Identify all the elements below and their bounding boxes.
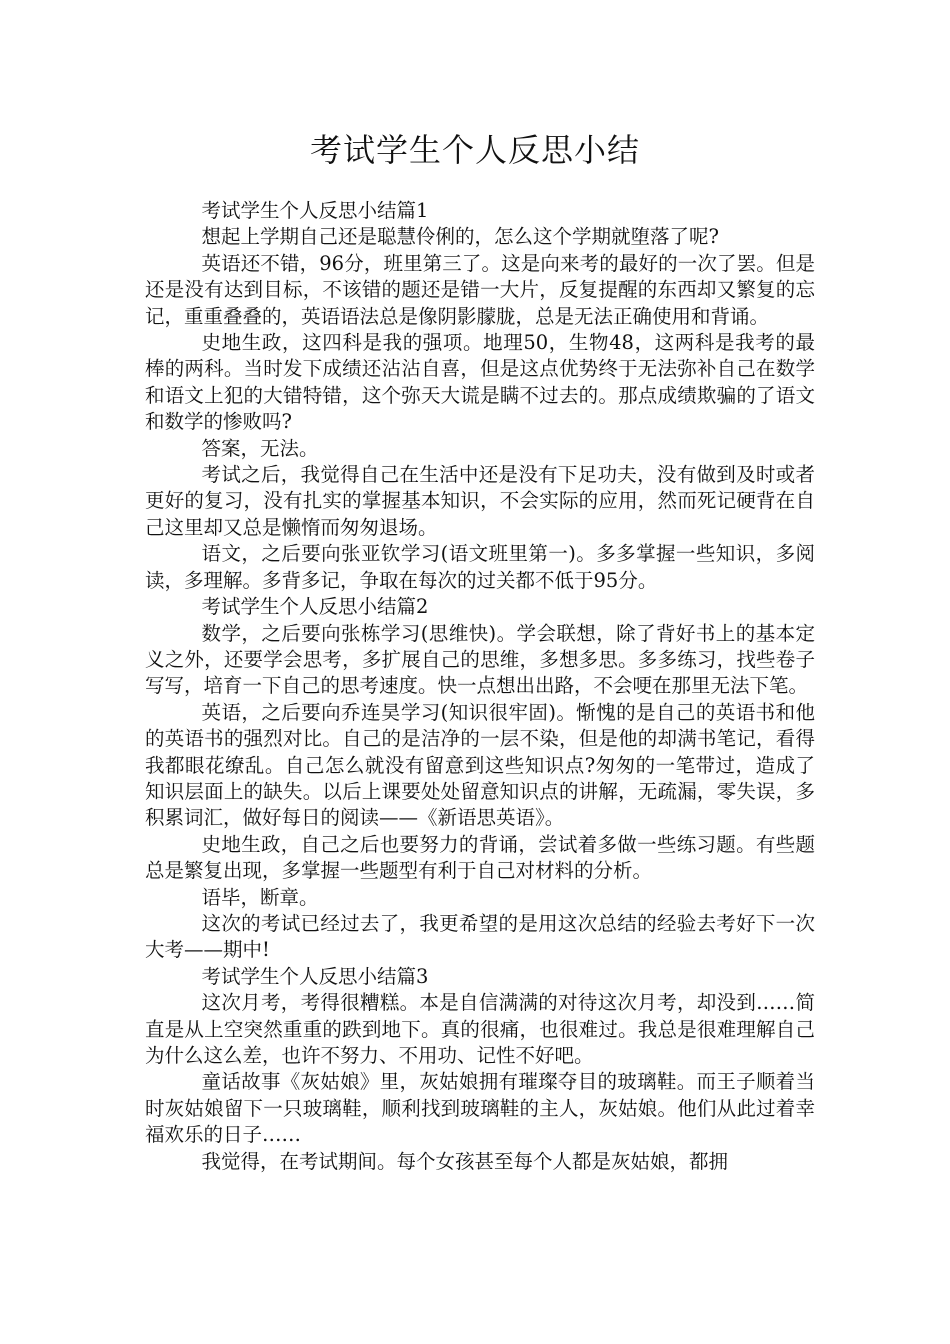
document-title: 考试学生个人反思小结 — [309, 131, 640, 169]
section-heading-2: 考试学生个人反思小结篇2 — [201, 595, 429, 619]
paragraph: 这次月考，考得很糟糕。本是自信满满的对待这次月考，却没到……简直是从上空突然重重的跌到地下。真的很痛，也很难过。我总是很难理解自己为什么这么差，也许不努力、不用功、记性不好吧。 — [145, 991, 815, 1067]
document-body — [145, 198, 815, 1175]
paragraph: 英语还不错，96分，班里第三了。这是向来考的最好的一次了罢。但是还是没有达到目标，不该错的题还是错一大片，反复提醒的东西却又繁复的忘记，重重叠叠的，英语语法总是像阴影朦胧，总是无法正确使用和背诵。 — [145, 251, 815, 328]
paragraph: 答案，无法。 — [201, 436, 319, 460]
paragraph: 想起上学期自己还是聪慧伶俐的，怎么这个学期就堕落了呢? — [201, 225, 720, 249]
paragraph: 数学，之后要向张栋学习(思维快)。学会联想，除了背好书上的基本定义之外，还要学会思考，多扩展自己的思维，多想多思。多多练习，找些卷子写写，培育一下自己的思考速度。快一点想出出路，不会哽在那里无法下笔。 — [145, 621, 815, 698]
paragraph: 考试之后，我觉得自己在生活中还是没有下足功夫，没有做到及时或者更好的复习，没有扎实的掌握基本知识，不会实际的应用，然而死记硬背在自己这里却又总是懒惰而匆匆退场。 — [145, 463, 815, 539]
paragraph: 史地生政，自己之后也要努力的背诵，尝试着多做一些练习题。有些题总是繁复出现，多掌握一些题型有利于自己对材料的分析。 — [145, 832, 815, 883]
paragraph: 语文，之后要向张亚钦学习(语文班里第一)。多多掌握一些知识，多阅读，多理解。多背多记，争取在每次的过关都不低于95分。 — [145, 542, 815, 592]
section-heading-3: 考试学生个人反思小结篇3 — [201, 964, 429, 988]
paragraph: 英语，之后要向乔连昊学习(知识很牢固)。惭愧的是自己的英语书和他的英语书的强烈对比。自己的是洁净的一层不染，但是他的却满书笔记，看得我都眼花缭乱。自己怎么就没有留意到这些知识点?匆匆的一笔带过，造成了知识层面上的缺失。以后上课要处处留意知识点的讲解，无疏漏，零失误，多积累词汇，做好每日的阅读——《新语思英语》。 — [145, 700, 815, 830]
paragraph: 这次的考试已经过去了，我更希望的是用这次总结的经验去考好下一次大考——期中! — [145, 911, 815, 962]
section-heading-1: 考试学生个人反思小结篇1 — [201, 199, 429, 222]
paragraph: 史地生政，这四科是我的强项。地理50，生物48，这两科是我考的最棒的两科。当时发下成绩还沾沾自喜，但是这点优势终于无法弥补自己在数学和语文上犯的大错特错，这个弥天大谎是瞒不过去的。那点成绩欺骗的了语文和数学的惨败吗? — [145, 331, 815, 434]
paragraph: 语毕，断章。 — [201, 885, 319, 909]
paragraph: 童话故事《灰姑娘》里，灰姑娘拥有璀璨夺目的玻璃鞋。而王子顺着当时灰姑娘留下一只玻璃鞋，顺利找到玻璃鞋的主人，灰姑娘。他们从此过着幸福欢乐的日子…… — [145, 1070, 815, 1147]
paragraph: 我觉得，在考试期间。每个女孩甚至每个人都是灰姑娘，都拥 — [201, 1149, 729, 1173]
